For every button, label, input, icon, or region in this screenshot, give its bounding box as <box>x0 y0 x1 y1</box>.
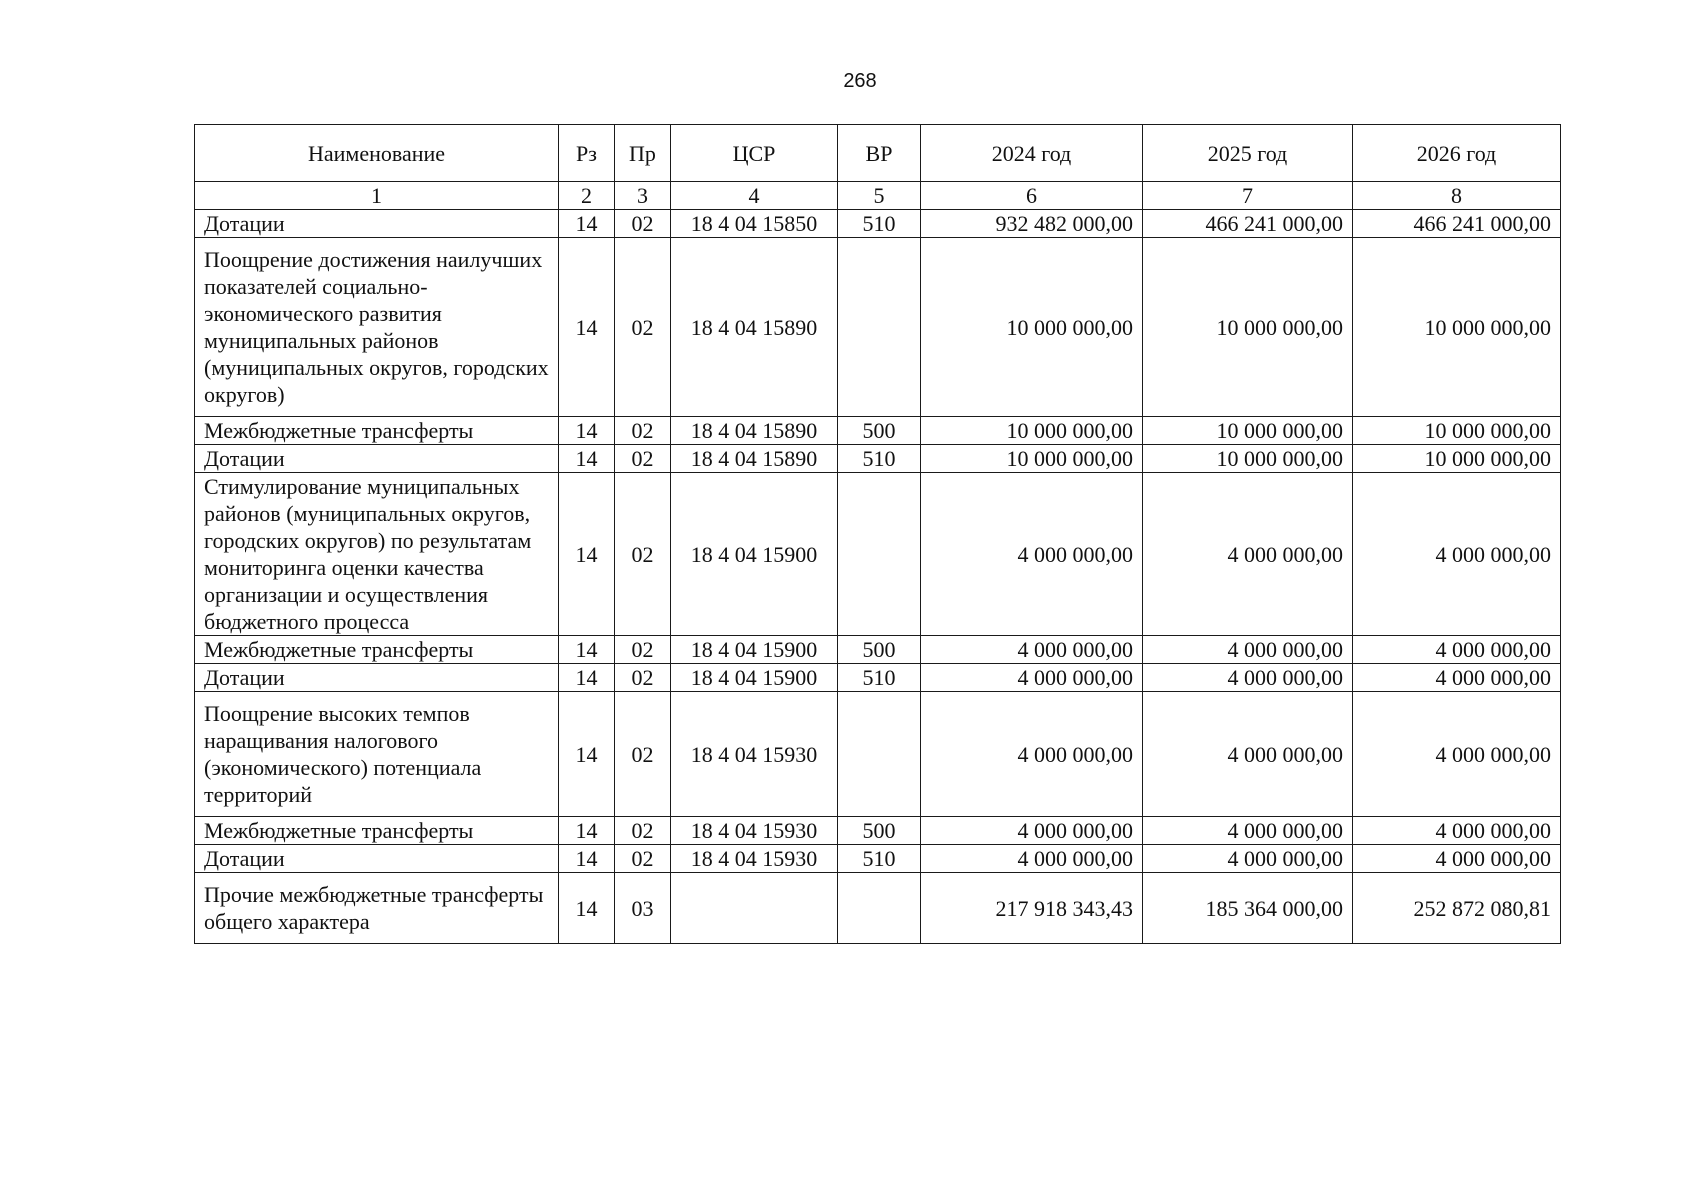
row-name: Дотации <box>195 210 559 238</box>
row-amount-2025: 10 000 000,00 <box>1143 445 1353 473</box>
row-csr: 18 4 04 15890 <box>671 445 838 473</box>
row-rz: 14 <box>559 692 615 817</box>
row-amount-2026: 10 000 000,00 <box>1353 417 1561 445</box>
column-number: 4 <box>671 182 838 210</box>
header-name: Наименование <box>195 125 559 182</box>
row-amount-2024: 4 000 000,00 <box>921 664 1143 692</box>
row-csr: 18 4 04 15850 <box>671 210 838 238</box>
row-vr <box>838 873 921 944</box>
row-amount-2026: 4 000 000,00 <box>1353 664 1561 692</box>
row-pr: 02 <box>615 473 671 636</box>
row-vr: 510 <box>838 210 921 238</box>
row-pr: 02 <box>615 845 671 873</box>
row-pr: 02 <box>615 210 671 238</box>
row-csr: 18 4 04 15930 <box>671 692 838 817</box>
row-name: Дотации <box>195 845 559 873</box>
row-amount-2025: 4 000 000,00 <box>1143 817 1353 845</box>
column-number: 3 <box>615 182 671 210</box>
row-csr: 18 4 04 15930 <box>671 845 838 873</box>
row-amount-2025: 4 000 000,00 <box>1143 636 1353 664</box>
row-pr: 02 <box>615 692 671 817</box>
header-row <box>195 125 1561 182</box>
column-number: 1 <box>195 182 559 210</box>
row-rz: 14 <box>559 636 615 664</box>
row-amount-2024: 4 000 000,00 <box>921 692 1143 817</box>
row-amount-2026: 4 000 000,00 <box>1353 692 1561 817</box>
row-amount-2025: 185 364 000,00 <box>1143 873 1353 944</box>
row-name: Межбюджетные трансферты <box>195 636 559 664</box>
row-csr: 18 4 04 15890 <box>671 417 838 445</box>
row-amount-2024: 932 482 000,00 <box>921 210 1143 238</box>
row-rz: 14 <box>559 210 615 238</box>
row-csr: 18 4 04 15930 <box>671 817 838 845</box>
row-amount-2025: 4 000 000,00 <box>1143 473 1353 636</box>
table-row <box>195 238 1561 417</box>
row-name: Стимулирование муниципальных районов (муниципальных округов, городских округов) по результатам мониторинга оценки качества организации и осуществления бюджетного процесса <box>195 473 559 636</box>
table-row <box>195 473 1561 636</box>
row-amount-2025: 4 000 000,00 <box>1143 664 1353 692</box>
header-csr: ЦСР <box>671 125 838 182</box>
row-name: Межбюджетные трансферты <box>195 817 559 845</box>
row-csr: 18 4 04 15900 <box>671 473 838 636</box>
column-number: 7 <box>1143 182 1353 210</box>
column-number: 8 <box>1353 182 1561 210</box>
row-vr: 500 <box>838 817 921 845</box>
row-vr <box>838 473 921 636</box>
row-pr: 03 <box>615 873 671 944</box>
table-row <box>195 817 1561 845</box>
row-csr: 18 4 04 15890 <box>671 238 838 417</box>
row-amount-2026: 4 000 000,00 <box>1353 845 1561 873</box>
row-vr <box>838 692 921 817</box>
row-pr: 02 <box>615 817 671 845</box>
table-row <box>195 664 1561 692</box>
row-vr <box>838 238 921 417</box>
header-2026: 2026 год <box>1353 125 1561 182</box>
header-2025: 2025 год <box>1143 125 1353 182</box>
table-row <box>195 445 1561 473</box>
row-vr: 500 <box>838 636 921 664</box>
row-amount-2026: 4 000 000,00 <box>1353 473 1561 636</box>
column-number: 5 <box>838 182 921 210</box>
column-number: 2 <box>559 182 615 210</box>
row-vr: 510 <box>838 845 921 873</box>
table-row <box>195 417 1561 445</box>
table-row <box>195 692 1561 817</box>
row-amount-2024: 4 000 000,00 <box>921 817 1143 845</box>
row-rz: 14 <box>559 873 615 944</box>
row-rz: 14 <box>559 664 615 692</box>
row-pr: 02 <box>615 238 671 417</box>
row-name: Поощрение высоких темпов наращивания налогового (экономического) потенциала территорий <box>195 692 559 817</box>
row-pr: 02 <box>615 417 671 445</box>
table-row <box>195 210 1561 238</box>
row-amount-2024: 10 000 000,00 <box>921 417 1143 445</box>
row-pr: 02 <box>615 445 671 473</box>
row-amount-2024: 10 000 000,00 <box>921 238 1143 417</box>
row-rz: 14 <box>559 817 615 845</box>
row-name: Дотации <box>195 664 559 692</box>
header-vr: ВР <box>838 125 921 182</box>
row-amount-2026: 4 000 000,00 <box>1353 636 1561 664</box>
row-amount-2024: 4 000 000,00 <box>921 636 1143 664</box>
page-number: 268 <box>843 70 877 92</box>
row-pr: 02 <box>615 664 671 692</box>
row-name: Прочие межбюджетные трансферты общего характера <box>195 873 559 944</box>
row-amount-2026: 10 000 000,00 <box>1353 445 1561 473</box>
row-name: Межбюджетные трансферты <box>195 417 559 445</box>
row-amount-2026: 4 000 000,00 <box>1353 817 1561 845</box>
table-row <box>195 636 1561 664</box>
column-number-row <box>195 182 1561 210</box>
row-name: Дотации <box>195 445 559 473</box>
row-rz: 14 <box>559 417 615 445</box>
row-pr: 02 <box>615 636 671 664</box>
row-amount-2024: 10 000 000,00 <box>921 445 1143 473</box>
table-row <box>195 873 1561 944</box>
row-amount-2025: 466 241 000,00 <box>1143 210 1353 238</box>
header-pr: Пр <box>615 125 671 182</box>
row-amount-2024: 4 000 000,00 <box>921 473 1143 636</box>
row-vr: 510 <box>838 445 921 473</box>
row-amount-2025: 4 000 000,00 <box>1143 845 1353 873</box>
row-rz: 14 <box>559 445 615 473</box>
row-amount-2024: 217 918 343,43 <box>921 873 1143 944</box>
table-row <box>195 845 1561 873</box>
budget-table <box>194 124 1561 944</box>
row-csr: 18 4 04 15900 <box>671 664 838 692</box>
header-2024: 2024 год <box>921 125 1143 182</box>
header-rz: Рз <box>559 125 615 182</box>
row-amount-2025: 10 000 000,00 <box>1143 238 1353 417</box>
column-number: 6 <box>921 182 1143 210</box>
row-amount-2026: 10 000 000,00 <box>1353 238 1561 417</box>
row-name: Поощрение достижения наилучших показателей социально-экономического развития муниципальных районов (муниципальных округов, городских округов) <box>195 238 559 417</box>
row-rz: 14 <box>559 473 615 636</box>
row-vr: 510 <box>838 664 921 692</box>
row-vr: 500 <box>838 417 921 445</box>
row-amount-2026: 252 872 080,81 <box>1353 873 1561 944</box>
row-csr: 18 4 04 15900 <box>671 636 838 664</box>
row-rz: 14 <box>559 845 615 873</box>
row-amount-2025: 4 000 000,00 <box>1143 692 1353 817</box>
row-amount-2025: 10 000 000,00 <box>1143 417 1353 445</box>
row-csr <box>671 873 838 944</box>
row-rz: 14 <box>559 238 615 417</box>
row-amount-2024: 4 000 000,00 <box>921 845 1143 873</box>
row-amount-2026: 466 241 000,00 <box>1353 210 1561 238</box>
